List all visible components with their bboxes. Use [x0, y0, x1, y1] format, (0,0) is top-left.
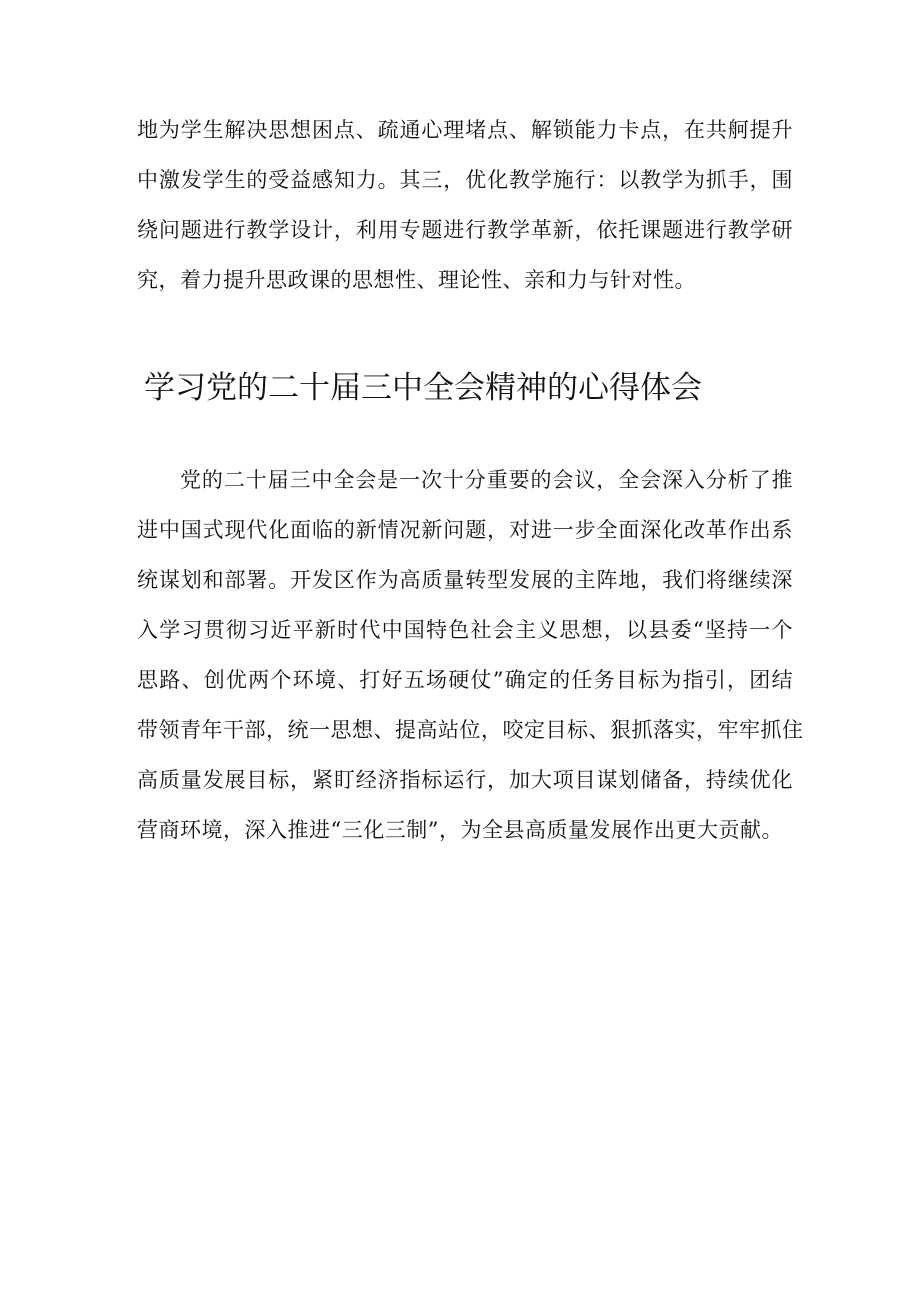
text-line: 绕问题进行教学设计，利用专题进行教学革新，依托课题进行教学研: [137, 218, 793, 242]
text-line: 带领青年干部，统一思想、提高站位，咬定目标、狠抓落实，牢牢抓住: [137, 718, 804, 742]
text-line: 思路、创优两个环境、打好五场硬仗”确定的任务目标为指引，团结: [137, 668, 793, 692]
text-line: 统谋划和部署。开发区作为高质量转型发展的主阵地，我们将继续深: [137, 568, 793, 592]
section-heading: 学习党的二十届三中全会精神的心得体会: [144, 370, 702, 406]
text-line: 入学习贯彻习近平新时代中国特色社会主义思想，以县委“坚持一个: [137, 618, 793, 642]
text-line: 党的二十届三中全会是一次十分重要的会议，全会深入分析了推: [180, 468, 793, 492]
text-line: 地为学生解决思想困点、疏通心理堵点、解锁能力卡点，在共舸提升: [137, 118, 793, 142]
text-line: 进中国式现代化面临的新情况新问题，对进一步全面深化改革作出系: [137, 518, 793, 542]
text-line: 中激发学生的受益感知力。其三，优化教学施行：以教学为抓手，围: [137, 168, 793, 192]
text-line: 高质量发展目标，紧盯经济指标运行，加大项目谋划储备，持续优化: [137, 768, 793, 792]
text-line: 究，着力提升思政课的思想性、理论性、亲和力与针对性。: [137, 268, 696, 292]
text-line: 营商环境，深入推进“三化三制”，为全县高质量发展作出更大贡献。: [137, 818, 783, 842]
